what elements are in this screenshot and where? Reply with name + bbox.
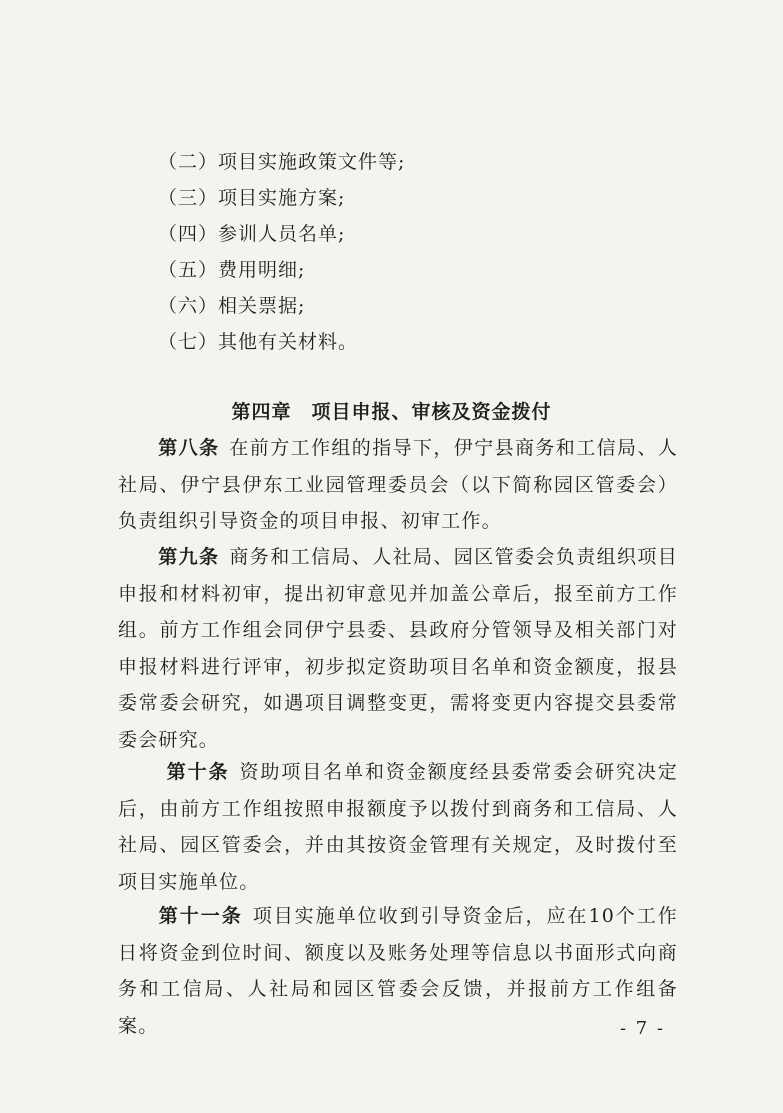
list-item: （七）其他有关材料。 xyxy=(158,331,359,353)
article-label: 第八条 xyxy=(158,437,220,459)
materials-list xyxy=(158,144,718,360)
article-text: 资助项目名单和资金额度经县委常委会研究决定后，由前方工作组按照申报额度予以拨付到商务和工信局、人社局、园区管委会，并由其按资金管理有关规定，及时拨付至项目实施单位。 xyxy=(118,761,678,893)
article-8 xyxy=(118,430,678,540)
list-item: （三）项目实施方案; xyxy=(158,187,346,209)
article-text: 在前方工作组的指导下，伊宁县商务和工信局、人社局、伊宁县伊东工业园管理委员会（以下简称园区管委会）负责组织引导资金的项目申报、初审工作。 xyxy=(118,437,678,532)
article-10 xyxy=(118,754,678,900)
list-item: （五）费用明细; xyxy=(158,259,306,281)
article-label: 第九条 xyxy=(158,546,220,568)
chapter-title: 第四章 项目申报、审核及资金拨付 xyxy=(231,401,552,423)
list-item: （二）项目实施政策文件等; xyxy=(158,151,406,173)
article-11 xyxy=(118,898,678,1044)
article-text: 项目实施单位收到引导资金后，应在10个工作日将资金到位时间、额度以及账务处理等信息以书面形式向商务和工信局、人社局和园区管委会反馈，并报前方工作组备案。 xyxy=(118,905,678,1037)
list-item: （六）相关票据; xyxy=(158,295,306,317)
article-9 xyxy=(118,539,678,758)
article-text: 商务和工信局、人社局、园区管委会负责组织项目申报和材料初审，提出初审意见并加盖公章后，报至前方工作组。前方工作组会同伊宁县委、县政府分管领导及相关部门对申报材料进行评审，初步拟定资助项目名单和资金额度，报县委常委会研究，如遇项目调整变更，需将变更内容提交县委常委会研究。 xyxy=(118,546,678,751)
list-item: （四）参训人员名单; xyxy=(158,223,346,245)
page-number: - 7 - xyxy=(619,1018,665,1039)
article-label: 第十一条 xyxy=(158,905,243,927)
article-label: 第十条 xyxy=(166,761,230,783)
